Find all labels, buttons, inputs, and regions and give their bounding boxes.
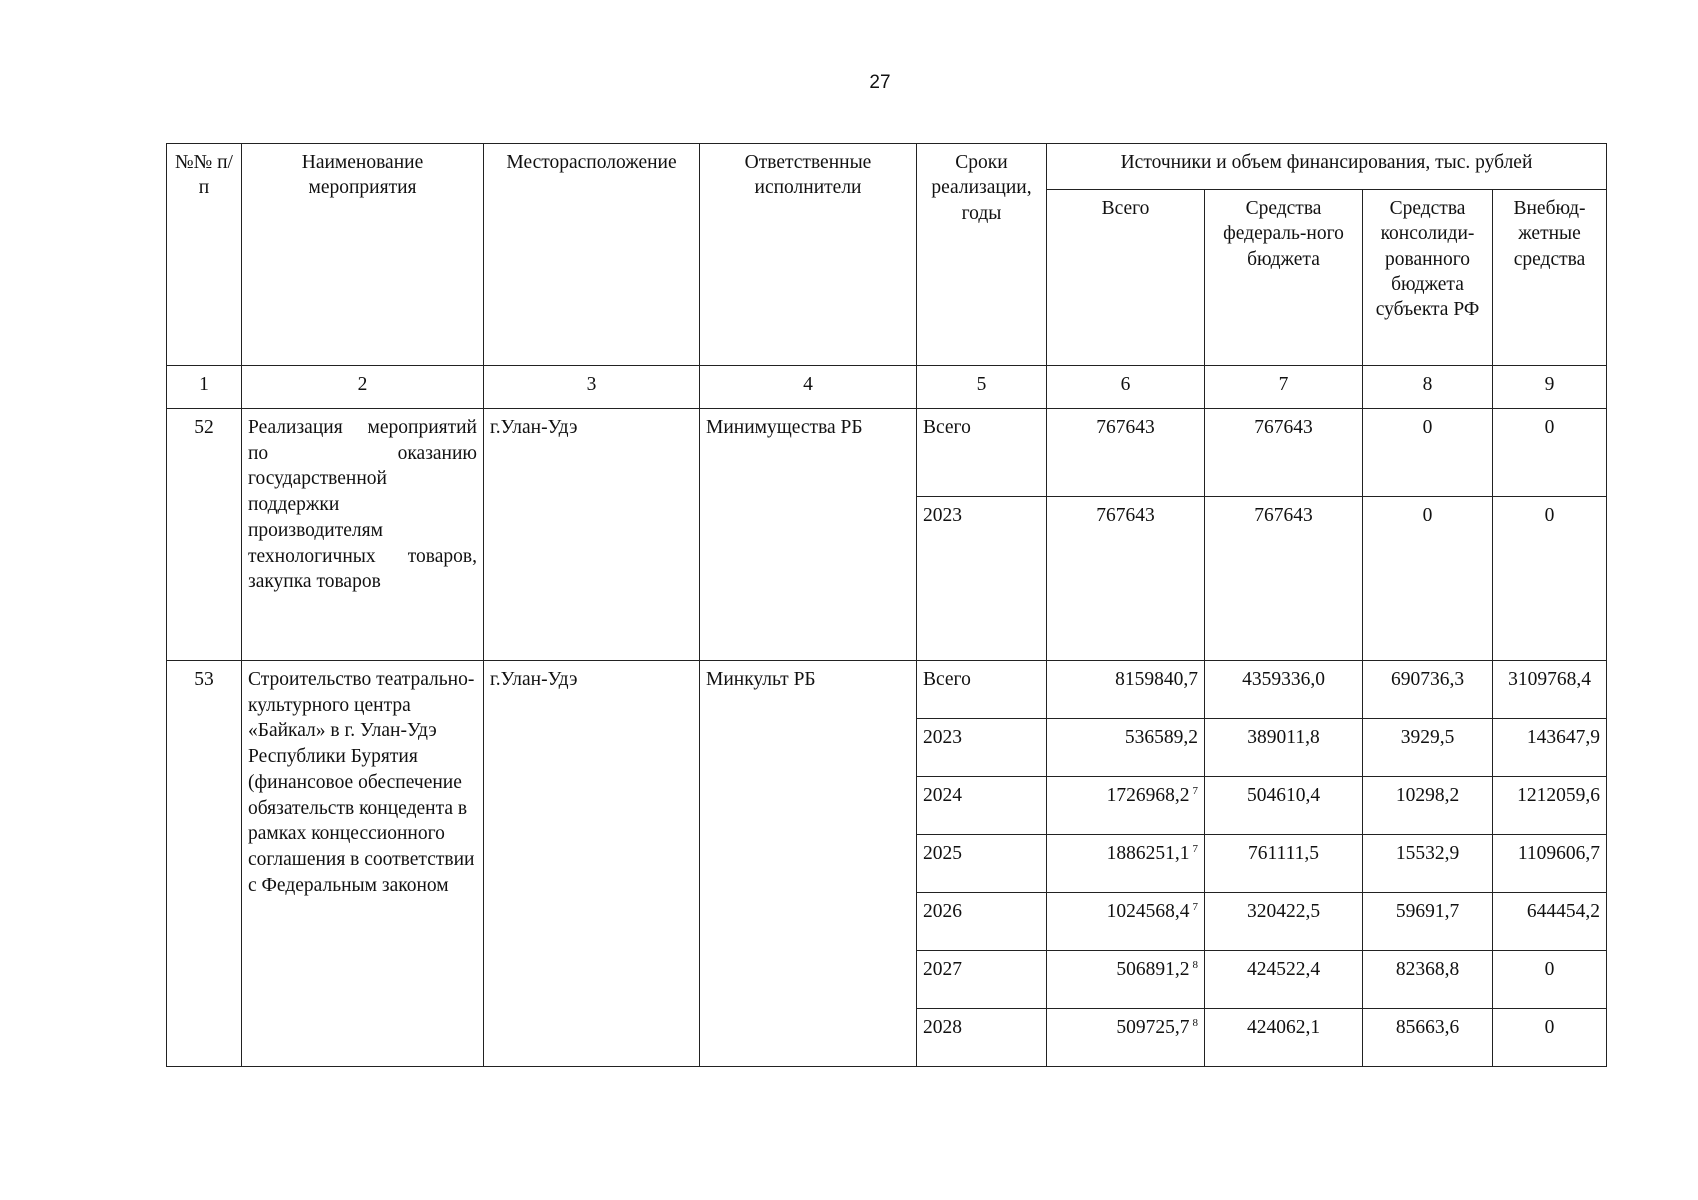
executor: Минимущества РБ <box>700 409 917 661</box>
total-amount: 8159840,7 <box>1115 669 1198 690</box>
period: 2023 <box>917 719 1047 777</box>
footnote-marker: 7 <box>1192 843 1198 855</box>
extrabudgetary-value: 0 <box>1493 951 1607 1009</box>
period: Всего <box>917 409 1047 497</box>
period: 2025 <box>917 835 1047 893</box>
extrabudgetary-value: 143647,9 <box>1493 719 1607 777</box>
extrabudgetary-value: 3109768,4 <box>1493 661 1607 719</box>
row-number: 53 <box>167 661 242 1067</box>
footnote-marker: 7 <box>1192 785 1198 797</box>
total-amount: 536589,2 <box>1124 727 1198 748</box>
location: г.Улан-Удэ <box>484 661 700 1067</box>
extrabudgetary-value: 0 <box>1493 497 1607 661</box>
footnote-marker: 7 <box>1192 901 1198 913</box>
column-number: 1 <box>167 366 242 409</box>
total-amount: 509725,7 <box>1116 1017 1190 1038</box>
header-regional-budget: Средства консолиди-рованного бюджета субъекта РФ <box>1363 190 1493 366</box>
total-value <box>1047 777 1205 835</box>
federal-value: 389011,8 <box>1205 719 1363 777</box>
regional-value: 85663,6 <box>1363 1009 1493 1067</box>
regional-value: 0 <box>1363 497 1493 661</box>
total-value <box>1047 409 1205 497</box>
total-amount: 1726968,2 <box>1106 785 1190 806</box>
header-location: Месторасположение <box>484 144 700 366</box>
regional-value: 0 <box>1363 409 1493 497</box>
total-amount: 767643 <box>1096 417 1155 438</box>
federal-value: 320422,5 <box>1205 893 1363 951</box>
federal-value: 767643 <box>1205 497 1363 661</box>
federal-value: 424062,1 <box>1205 1009 1363 1067</box>
header-total: Всего <box>1047 190 1205 366</box>
column-numbers-row <box>167 366 1607 409</box>
column-number: 6 <box>1047 366 1205 409</box>
regional-value: 59691,7 <box>1363 893 1493 951</box>
page-number: 27 <box>869 72 891 93</box>
total-value <box>1047 661 1205 719</box>
total-value <box>1047 719 1205 777</box>
regional-value: 82368,8 <box>1363 951 1493 1009</box>
header-financing-sources: Источники и объем финансирования, тыс. рублей <box>1047 144 1607 190</box>
regional-value: 10298,2 <box>1363 777 1493 835</box>
column-number: 2 <box>242 366 484 409</box>
federal-value: 504610,4 <box>1205 777 1363 835</box>
event-name: Реализация мероприятий по оказанию государственной поддержки производителям технологичных товаров, закупка товаров <box>242 409 484 661</box>
total-amount: 1024568,4 <box>1106 901 1190 922</box>
extrabudgetary-value: 0 <box>1493 1009 1607 1067</box>
total-amount: 767643 <box>1096 505 1155 526</box>
executor: Минкульт РБ <box>700 661 917 1067</box>
period: 2027 <box>917 951 1047 1009</box>
financing-table <box>166 143 1607 1067</box>
extrabudgetary-value: 644454,2 <box>1493 893 1607 951</box>
footnote-marker: 8 <box>1192 959 1198 971</box>
period: 2028 <box>917 1009 1047 1067</box>
federal-value: 761111,5 <box>1205 835 1363 893</box>
header-event-name: Наименование мероприятия <box>242 144 484 366</box>
total-value <box>1047 835 1205 893</box>
event-name: Строительство театрально-культурного центра «Байкал» в г. Улан-Удэ Республики Бурятия (финансовое обеспечение обязательств концедента в рамках концессионного соглашения в соответствии с Федеральным законом <box>242 661 484 1067</box>
federal-value: 4359336,0 <box>1205 661 1363 719</box>
extrabudgetary-value: 1212059,6 <box>1493 777 1607 835</box>
total-amount: 1886251,1 <box>1106 843 1190 864</box>
period: 2026 <box>917 893 1047 951</box>
regional-value: 690736,3 <box>1363 661 1493 719</box>
regional-value: 3929,5 <box>1363 719 1493 777</box>
table-row <box>167 661 1607 719</box>
period: 2023 <box>917 497 1047 661</box>
column-number: 4 <box>700 366 917 409</box>
extrabudgetary-value: 1109606,7 <box>1493 835 1607 893</box>
header-number: №№ п/п <box>167 144 242 366</box>
header-extrabudgetary: Внебюд-жетные средства <box>1493 190 1607 366</box>
column-number: 9 <box>1493 366 1607 409</box>
period: Всего <box>917 661 1047 719</box>
total-value <box>1047 1009 1205 1067</box>
footnote-marker: 8 <box>1192 1017 1198 1029</box>
column-number: 7 <box>1205 366 1363 409</box>
period: 2024 <box>917 777 1047 835</box>
location: г.Улан-Удэ <box>484 409 700 661</box>
regional-value: 15532,9 <box>1363 835 1493 893</box>
row-number: 52 <box>167 409 242 661</box>
column-number: 3 <box>484 366 700 409</box>
extrabudgetary-value: 0 <box>1493 409 1607 497</box>
total-value <box>1047 497 1205 661</box>
federal-value: 424522,4 <box>1205 951 1363 1009</box>
total-amount: 506891,2 <box>1116 959 1190 980</box>
header-periods: Сроки реализации, годы <box>917 144 1047 366</box>
total-value <box>1047 951 1205 1009</box>
federal-value: 767643 <box>1205 409 1363 497</box>
header-federal-budget: Средства федераль-ного бюджета <box>1205 190 1363 366</box>
column-number: 8 <box>1363 366 1493 409</box>
column-number: 5 <box>917 366 1047 409</box>
total-value <box>1047 893 1205 951</box>
table-row <box>167 409 1607 497</box>
header-executors: Ответственные исполнители <box>700 144 917 366</box>
